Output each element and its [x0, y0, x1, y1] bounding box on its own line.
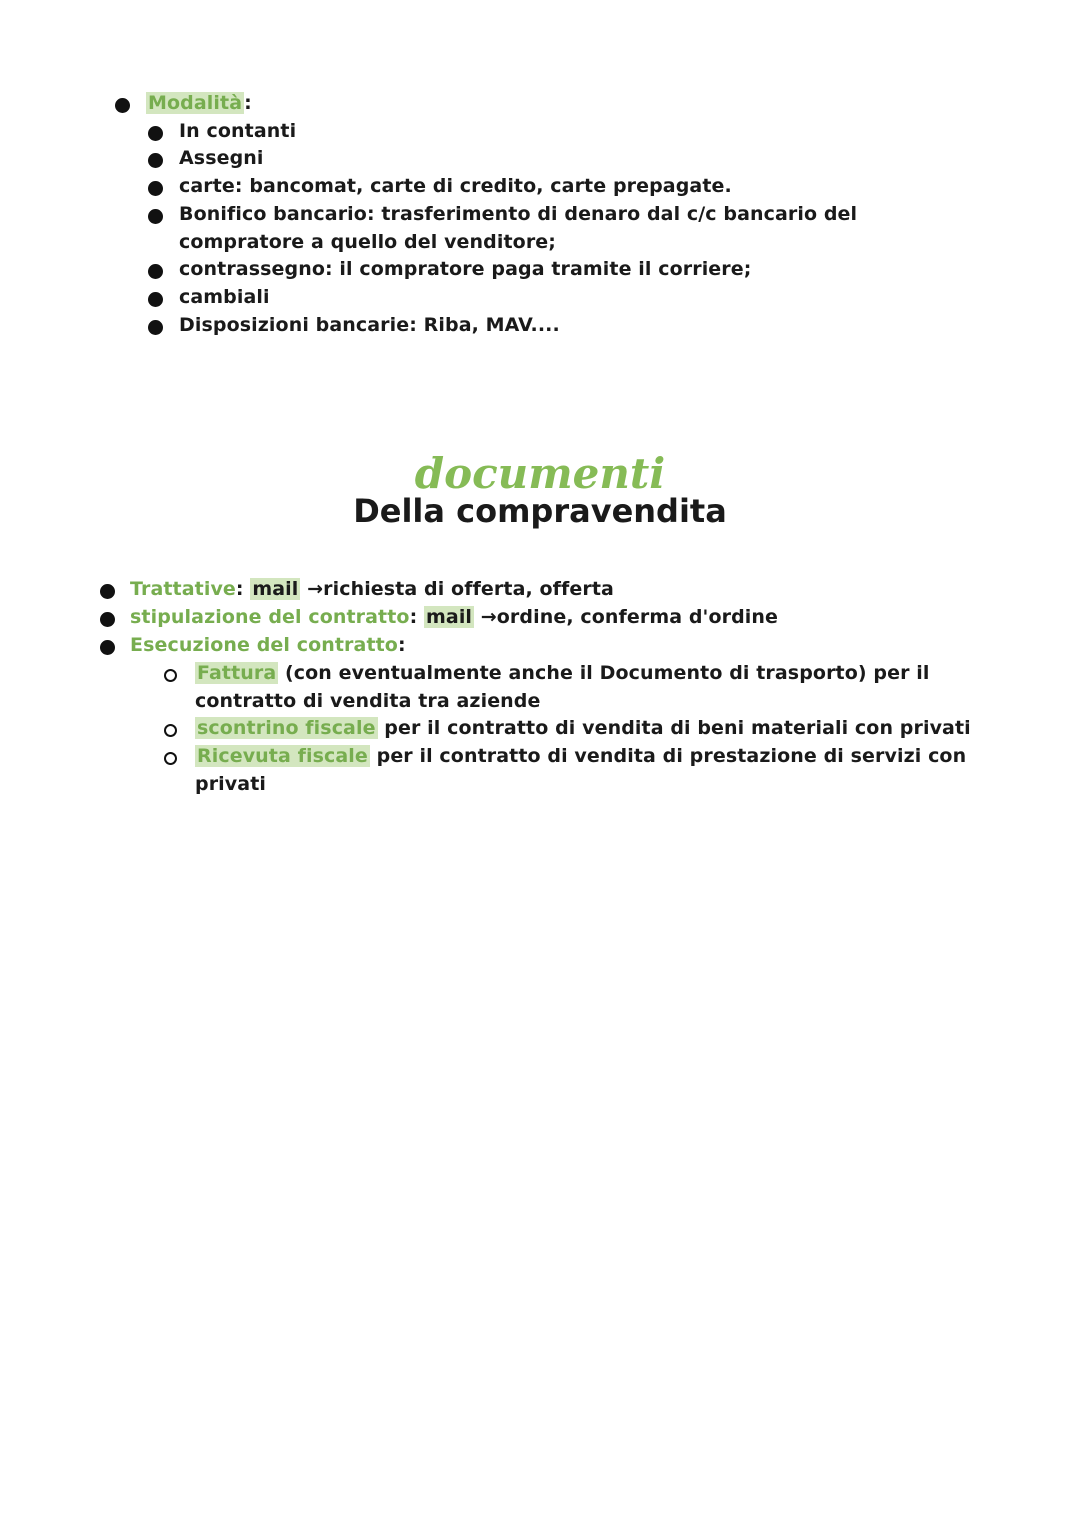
- trattative-colon: :: [235, 578, 244, 600]
- trattative-label: Trattative: [130, 578, 236, 600]
- bullet-modalita: [115, 98, 130, 113]
- bullet-item: [148, 292, 163, 307]
- ricevuta-line: [195, 743, 966, 770]
- esecuzione-label: Esecuzione del contratto: [130, 634, 398, 656]
- esecuzione-line: [130, 632, 406, 659]
- modalita-label: Modalità: [148, 92, 243, 114]
- trattative-rest: →richiesta di offerta, offerta: [300, 578, 614, 600]
- fattura-term: Fattura: [197, 662, 277, 684]
- bullet-trattative: [100, 584, 115, 599]
- trattative-mail: mail: [252, 578, 299, 600]
- bullet-item: [148, 320, 163, 335]
- fattura-rest: (con eventualmente anche il Documento di trasporto) per il: [278, 662, 930, 684]
- stipulazione-label: stipulazione del contratto: [130, 606, 410, 628]
- bullet-esecuzione: [100, 640, 115, 655]
- stipulazione-mail: mail: [426, 606, 473, 628]
- scontrino-term: scontrino fiscale: [197, 717, 376, 739]
- stipulazione-rest: →ordine, conferma d'ordine: [474, 606, 779, 628]
- stipulazione-line: [130, 604, 778, 631]
- bullet-item: [148, 153, 163, 168]
- modalita-item: In contanti: [179, 120, 297, 142]
- modalita-item: cambiali: [179, 286, 270, 308]
- modalita-colon: :: [244, 92, 252, 114]
- modalita-item: Bonifico bancario: trasferimento di denaro dal c/c bancario del: [179, 203, 858, 225]
- ring-bullet-ricevuta: [164, 752, 177, 765]
- modalita-item: Disposizioni bancarie: Riba, MAV....: [179, 314, 560, 336]
- ricevuta-term: Ricevuta fiscale: [197, 745, 368, 767]
- scontrino-line: [195, 715, 971, 742]
- ricevuta-rest: per il contratto di vendita di prestazione di servizi con: [369, 745, 967, 767]
- ring-bullet-fattura: [164, 669, 177, 682]
- stipulazione-colon: :: [409, 606, 418, 628]
- section-title: Della compravendita: [353, 492, 727, 530]
- scontrino-rest: per il contratto di vendita di beni materiali con privati: [377, 717, 971, 739]
- modalita-heading: [146, 90, 252, 117]
- modalita-item: carte: bancomat, carte di credito, carte prepagate.: [179, 175, 732, 197]
- ring-bullet-scontrino: [164, 724, 177, 737]
- fattura-continuation: contratto di vendita tra aziende: [195, 690, 541, 712]
- section-script-title: documenti: [414, 449, 666, 498]
- trattative-line: [130, 576, 614, 603]
- ricevuta-continuation: privati: [195, 773, 266, 795]
- modalita-item-continuation: compratore a quello del venditore;: [179, 231, 556, 253]
- bullet-item: [148, 264, 163, 279]
- bullet-stipulazione: [100, 612, 115, 627]
- bullet-item: [148, 181, 163, 196]
- bullet-item: [148, 209, 163, 224]
- modalita-item: contrassegno: il compratore paga tramite il corriere;: [179, 258, 752, 280]
- modalita-item: Assegni: [179, 147, 264, 169]
- esecuzione-colon: :: [397, 634, 406, 656]
- bullet-item: [148, 126, 163, 141]
- fattura-line: [195, 660, 929, 687]
